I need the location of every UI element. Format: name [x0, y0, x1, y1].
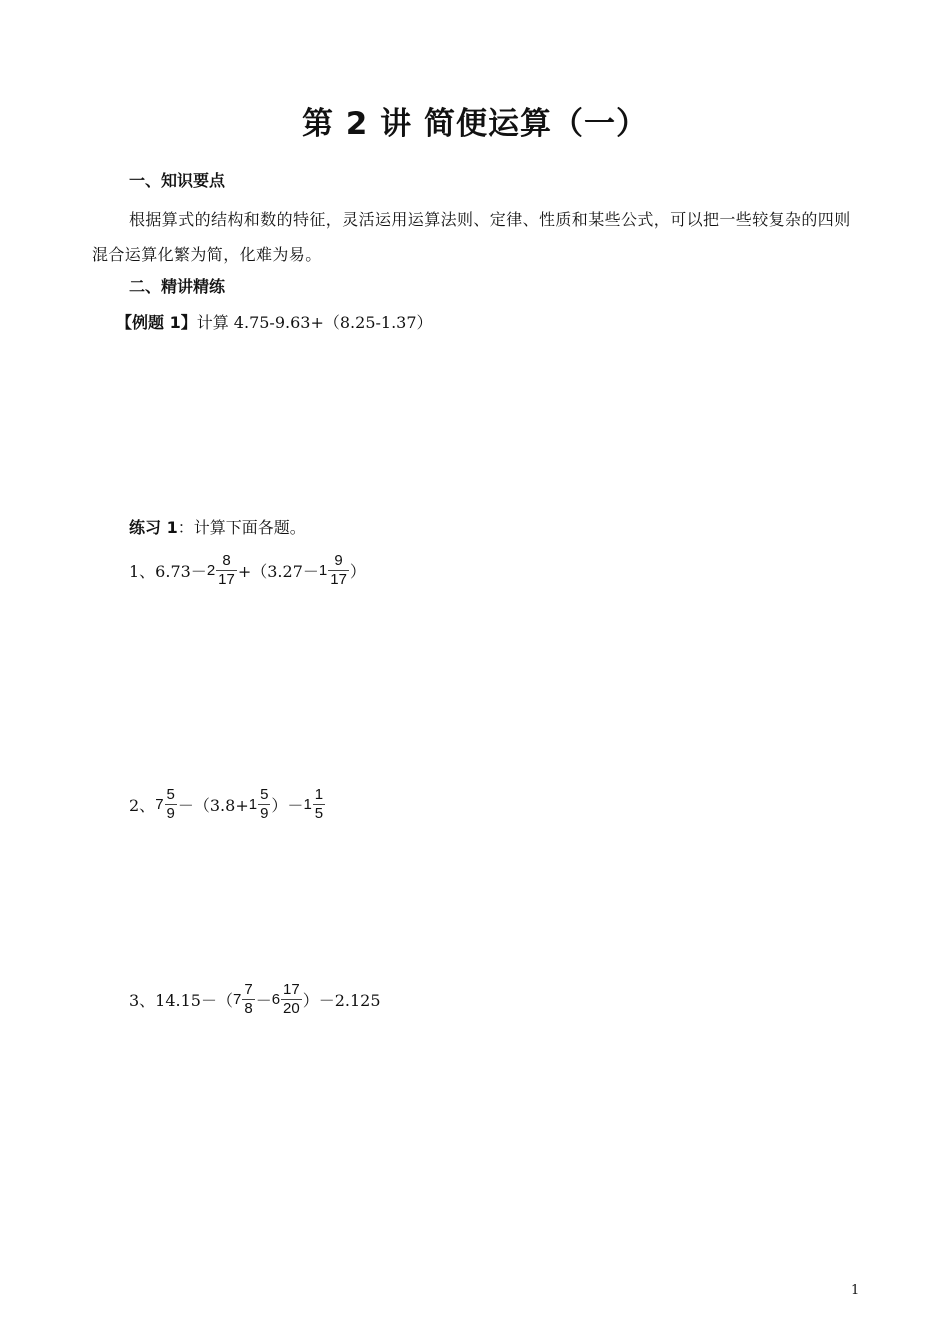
- problem-3-tail: ）－2.125: [302, 991, 381, 1010]
- page-title: 第 2 讲 简便运算（一）: [302, 106, 648, 142]
- mixed-number-whole: 6: [271, 991, 281, 1008]
- fraction-numerator: 5: [260, 786, 269, 803]
- fraction-denominator: 9: [260, 805, 269, 822]
- problem-1-middle: +（3.27－: [237, 562, 319, 581]
- fraction-denominator: 9: [166, 805, 175, 822]
- fraction-numerator: 9: [334, 552, 343, 569]
- knowledge-paragraph: 根据算式的结构和数的特征，灵活运用运算法则、定律、性质和某些公式，可以把一些较复杂的四则混合运算化繁为简，化难为易。: [92, 210, 851, 264]
- practice-1-intro: [129, 517, 306, 539]
- mixed-number-whole: 1: [303, 796, 312, 813]
- example-label: 【例题 1】: [116, 313, 197, 332]
- page-number: 1: [851, 1283, 860, 1298]
- problem-3-lead: 3、14.15－（: [129, 991, 233, 1010]
- problem-1: [129, 552, 366, 589]
- fraction-numerator: 5: [166, 786, 175, 803]
- problem-2: [129, 786, 326, 823]
- problem-2-middle-2: ）－: [271, 796, 304, 815]
- fraction-denominator: 17: [330, 571, 347, 588]
- fraction: [328, 552, 349, 589]
- problem-1-lead: 1、6.73－: [129, 562, 207, 581]
- problem-3-middle: －: [255, 991, 272, 1010]
- problem-2-middle: －（3.8+: [177, 796, 249, 815]
- problem-2-lead: 2、: [129, 796, 156, 815]
- problem-3: [129, 981, 381, 1018]
- mixed-number-whole: 1: [248, 796, 258, 813]
- fraction-denominator: 5: [314, 805, 324, 822]
- fraction: [258, 786, 270, 823]
- mixed-number-whole: 7: [155, 796, 164, 813]
- section-heading-knowledge: 一、知识要点: [129, 171, 226, 190]
- fraction-numerator: 17: [283, 981, 300, 998]
- fraction-denominator: 8: [244, 1000, 253, 1017]
- fraction-denominator: 20: [283, 1000, 300, 1017]
- fraction: [242, 981, 254, 1018]
- fraction: [281, 981, 302, 1018]
- mixed-number-whole: 2: [206, 562, 216, 579]
- mixed-number-whole: 1: [318, 562, 328, 579]
- example-1: [116, 312, 433, 334]
- practice-label: 练习 1: [129, 518, 178, 537]
- practice-text: ：计算下面各题。: [177, 518, 306, 537]
- fraction-numerator: 8: [222, 552, 231, 569]
- fraction-numerator: 7: [244, 981, 253, 998]
- example-text: 计算 4.75-9.63+（8.25-1.37）: [196, 313, 433, 332]
- fraction: [313, 786, 325, 823]
- mixed-number-whole: 7: [233, 991, 242, 1008]
- fraction: [165, 786, 177, 823]
- section-heading-practice: 二、精讲精练: [129, 277, 226, 296]
- fraction-denominator: 17: [218, 571, 235, 588]
- fraction-numerator: 1: [314, 786, 324, 803]
- problem-1-tail: ）: [349, 562, 366, 581]
- fraction: [216, 552, 237, 589]
